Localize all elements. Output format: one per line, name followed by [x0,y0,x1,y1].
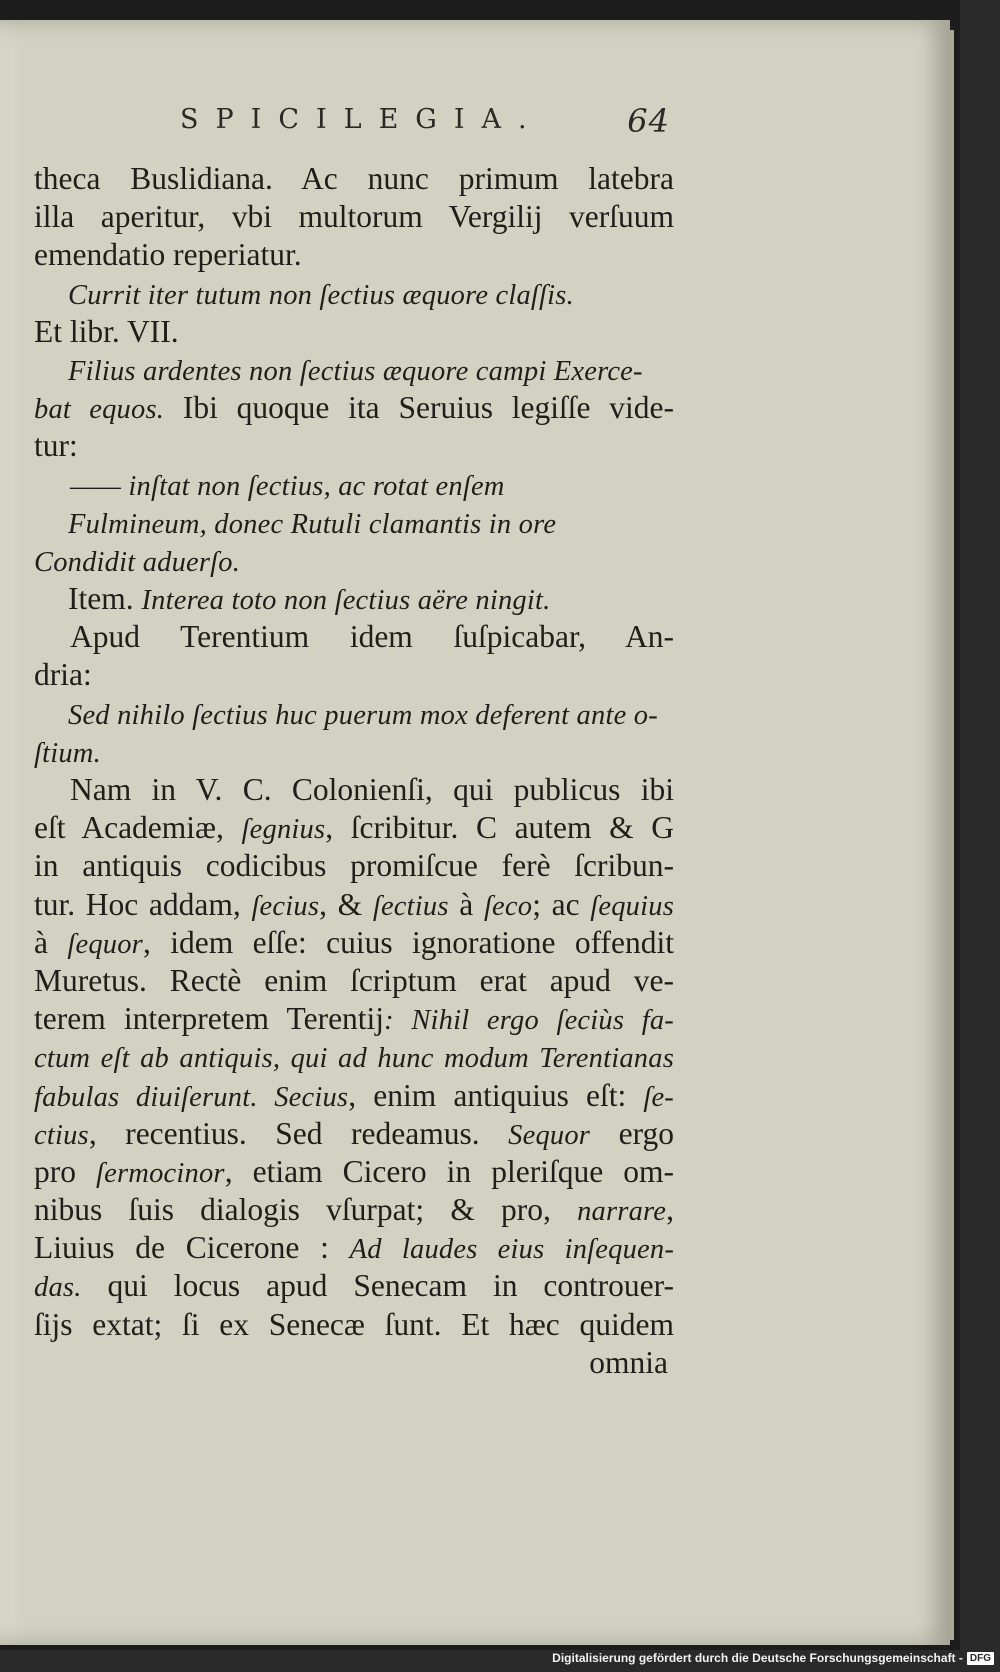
digitization-footer [552,1648,994,1668]
text-line [34,695,674,733]
roman-segment: pro [34,1153,97,1189]
text-line [34,809,674,847]
italic-segment: —— inſtat non ſectius, ac rotat enſem [70,470,505,502]
roman-segment: , enim antiquius eſt: [348,1077,644,1113]
text-line [34,1000,674,1038]
italic-segment: ſequor [67,928,143,960]
text-line [34,1229,674,1267]
italic-segment: Sequor [508,1119,591,1151]
italic-segment: bat equos. [34,394,165,426]
roman-segment: , etiam Cicero in pleriſque om- [224,1153,674,1189]
italic-segment: fabulas diuiſerunt. Secius [34,1081,349,1113]
roman-segment: Et libr. VII. [34,313,179,349]
italic-segment: : Nihil ergo ſeciùs fa- [384,1005,674,1037]
roman-segment: Muretus. Rectè enim ſcriptum erat apud ve- [34,962,674,998]
roman-segment: à [34,924,68,960]
roman-segment: ſijs extat; ſi ex Senecæ ſunt. Et hæc quidem [34,1306,674,1342]
italic-segment: ctius [34,1119,89,1151]
text-line [34,1038,674,1076]
text-line [34,962,674,1000]
italic-segment: Fulmineum, donec Rutuli clamantis in ore [68,508,557,540]
roman-segment: , idem eſſe: cuius ignoratione offendit [142,924,675,960]
text-line [34,236,674,274]
text-line [34,351,674,389]
text-line [34,313,674,351]
text-line [34,466,674,504]
roman-segment: illa aperitur, vbi multorum Vergilij verſuum [34,199,674,235]
dfg-logo: DFG [967,1652,994,1665]
italic-segment: Ad laudes eius inſequen- [349,1234,675,1266]
text-line [34,504,674,542]
catchword: omnia [589,1344,668,1380]
roman-segment: Nam in V. C. Colonienſi, qui publicus ibi [70,772,674,807]
roman-segment: terem interpretem Terentij [34,1001,385,1037]
running-title: SPICILEGIA. [180,104,544,135]
italic-segment: Sed nihilo ſectius huc puerum mox deferent ante o- [68,699,658,731]
roman-segment: emendatio reperiatur. [34,237,302,273]
roman-segment: , & [319,886,373,922]
italic-segment: ſeco [483,890,533,922]
italic-segment: Currit iter tutum non ſectius æquore claſſis. [68,279,574,311]
italic-segment: Filius ardentes non ſectius æquore campi Exerce- [68,355,643,387]
text-line [34,1153,674,1191]
text-line [34,427,674,465]
text-line [34,618,674,656]
italic-segment: narrare [577,1196,667,1228]
italic-segment: das. [34,1272,82,1304]
text-line [34,160,674,198]
text-line [34,580,674,618]
page-edge [950,30,954,1640]
text-line [34,1191,674,1229]
roman-segment: , recentius. Sed redeamus. [88,1115,509,1151]
italic-segment: ctum eſt ab antiquis, qui ad hunc modum Terentianas [34,1043,674,1075]
text-line [34,924,674,962]
text-line [34,656,674,694]
running-head [180,102,670,148]
italic-segment: ſe- [643,1081,674,1113]
text-line [34,1306,674,1344]
roman-segment: à [448,886,484,922]
italic-segment: ſtium. [34,737,101,769]
roman-segment: Ibi quoque ita Seruius legiſſe vide- [164,390,674,426]
roman-segment: nibus ſuis dialogis vſurpat; & pro, [34,1192,578,1228]
italic-segment: ſectius [372,890,449,922]
italic-segment: Interea toto non ſectius aëre ningit. [141,585,551,617]
roman-segment: tur: [34,428,78,464]
italic-segment: ſermocinor [96,1157,225,1189]
italic-segment: Condidit aduerſo. [34,546,241,578]
roman-segment: Item. [68,581,142,617]
text-line [34,886,674,924]
text-line [34,771,674,809]
book-page [0,20,950,1645]
text-line [34,733,674,771]
roman-segment: in antiquis codicibus promiſcue ferè ſcribun- [34,848,674,884]
roman-segment: Apud Terentium idem ſuſpicabar, An- [70,619,674,655]
text-line [34,1077,674,1115]
body-text [34,160,674,1382]
roman-segment: ergo [590,1115,675,1151]
footer-credit: Digitalisierung gefördert durch die Deutsche Forschungsgemeinschaft - [552,1651,963,1665]
text-line [34,542,674,580]
roman-segment: Liuius de Cicerone : [34,1230,350,1266]
text-line [34,1115,674,1153]
roman-segment: tur. Hoc addam, [34,886,252,922]
italic-segment: ſequius [590,890,674,922]
roman-segment: , ſcribitur. C autem & G [325,810,675,846]
text-line [34,275,674,313]
page-number: 64 [627,102,670,140]
italic-segment: ſecius [251,890,320,922]
text-line [34,389,674,427]
text-line [34,198,674,236]
roman-segment: eſt Academiæ, [34,810,242,846]
italic-segment: ſegnius [241,814,326,846]
roman-segment: ; ac [532,886,591,922]
text-line [34,847,674,885]
roman-segment: , [666,1192,674,1228]
roman-segment: qui locus apud Senecam in controuer- [81,1268,674,1304]
roman-segment: theca Buslidiana. Ac nunc primum latebra [34,161,674,196]
text-line [34,1267,674,1305]
roman-segment: dria: [34,657,92,693]
